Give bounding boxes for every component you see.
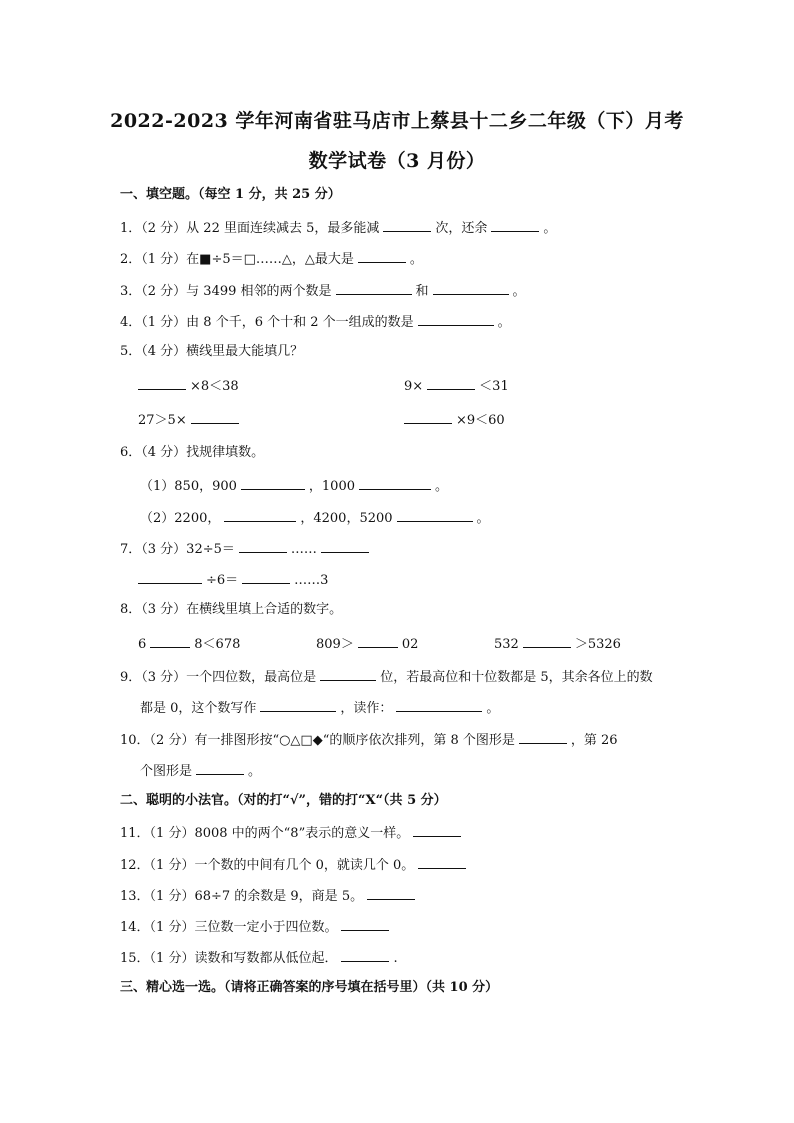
question-15 <box>120 948 398 968</box>
q4-text-b: 。 <box>497 315 511 330</box>
question-5-stem: 5．（4 分）横线里最大能填几？ <box>120 344 304 359</box>
q8-item-1 <box>138 634 240 654</box>
q8-item-3-a: 532 <box>494 637 519 652</box>
question-3 <box>120 281 526 301</box>
q9-blank-2[interactable] <box>260 698 336 712</box>
q9-text-e: 。 <box>486 701 500 716</box>
q7-text-a: 7．（3 分）32÷5＝ <box>120 542 235 557</box>
exam-title-line1: 2022-2023 学年河南省驻马店市上蔡县十二乡二年级（下）月考 <box>110 110 684 132</box>
q7-blank-2[interactable] <box>321 539 369 553</box>
question-10 <box>120 730 618 750</box>
q6-part-2-c: 。 <box>476 511 490 526</box>
q9-blank-3[interactable] <box>396 698 482 712</box>
q1-answer-blank-2[interactable] <box>491 218 539 232</box>
q7-row2-text-a: ÷6＝ <box>206 573 239 588</box>
q8-item-1-b: 8＜678 <box>194 637 241 652</box>
section-true-false-heading: 二、聪明的小法官。（对的打“√”，错的打“X“（共 5 分） <box>120 793 447 808</box>
section-fill-in-heading: 一、填空题。（每空 1 分，共 25 分） <box>120 187 341 202</box>
q3-text-c: 。 <box>512 284 526 299</box>
question-14 <box>120 917 393 937</box>
q1-text-c: 。 <box>543 221 557 236</box>
question-7 <box>120 539 373 559</box>
q6-part-2-b: ，4200，5200 <box>300 511 393 526</box>
q5-blank-1[interactable] <box>138 376 186 390</box>
q8-item-2-b: 02 <box>401 637 419 652</box>
q15-text-b: . <box>393 951 398 966</box>
q11-answer-blank[interactable] <box>413 823 461 837</box>
q6-blank-3[interactable] <box>224 508 296 522</box>
question-13 <box>120 886 419 906</box>
q4-answer-blank[interactable] <box>418 312 494 326</box>
q9-blank-1[interactable] <box>320 667 376 681</box>
q8-item-3 <box>494 634 621 654</box>
q3-text-a: 3．（2 分）与 3499 相邻的两个数是 <box>120 284 332 299</box>
q1-answer-blank-1[interactable] <box>383 218 431 232</box>
q3-answer-blank-1[interactable] <box>336 281 412 295</box>
q5-blank-2[interactable] <box>427 376 475 390</box>
q6-part-2 <box>140 508 490 528</box>
q5-blank-4[interactable] <box>404 410 452 424</box>
q3-text-b: 和 <box>415 284 429 299</box>
q5-item-2 <box>404 376 509 396</box>
q5-item-4-text: ×9＜60 <box>456 413 505 428</box>
q10-text-a: 10．（2 分）有一排图形按“○△□◆“的顺序依次排列，第 8 个图形是 <box>120 733 515 748</box>
q13-text: 13．（1 分）68÷7 的余数是 9，商是 5。 <box>120 889 364 904</box>
q5-item-1 <box>134 376 239 396</box>
q8-blank-2[interactable] <box>358 634 398 648</box>
q6-part-1-c: 。 <box>435 479 449 494</box>
q7-blank-4[interactable] <box>242 570 290 584</box>
q9-text-b: 位，若最高位和十位数都是 5，其余各位上的数 <box>380 670 653 685</box>
q10-blank-2[interactable] <box>196 761 244 775</box>
q6-part-1-a: （1）850，900 <box>140 479 237 494</box>
q3-answer-blank-2[interactable] <box>433 281 509 295</box>
q8-blank-3[interactable] <box>523 634 571 648</box>
q14-answer-blank[interactable] <box>341 917 389 931</box>
q5-item-3 <box>138 410 243 430</box>
q15-text-a: 15．（1 分）读数和写数都从低位起． <box>120 951 338 966</box>
q10-blank-1[interactable] <box>519 730 567 744</box>
question-10-row-2 <box>140 761 261 781</box>
question-11 <box>120 823 465 843</box>
question-12 <box>120 855 470 875</box>
q6-blank-4[interactable] <box>397 508 473 522</box>
q2-text-b: 。 <box>409 252 423 267</box>
q6-blank-2[interactable] <box>359 476 431 490</box>
q6-part-1 <box>140 476 448 496</box>
q6-part-1-b: ，1000 <box>308 479 355 494</box>
q10-text-d: 。 <box>248 764 262 779</box>
q8-item-2-a: 809＞ <box>316 637 354 652</box>
question-6-stem: 6．（4 分）找规律填数。 <box>120 445 265 460</box>
q5-item-2-pre: 9× <box>404 379 424 394</box>
q9-text-a: 9．（3 分）一个四位数，最高位是 <box>120 670 317 685</box>
q7-blank-3[interactable] <box>138 570 202 584</box>
question-7-row-2 <box>134 570 328 590</box>
q11-text: 11．（1 分）8008 中的两个“8”表示的意义一样。 <box>120 826 410 841</box>
q2-text-a: 2．（1 分）在■÷5＝□……△，△最大是 <box>120 252 354 267</box>
q8-item-2 <box>316 634 418 654</box>
q6-part-2-a: （2）2200， <box>140 511 221 526</box>
q5-item-1-text: ×8＜38 <box>190 379 239 394</box>
question-9-row-2 <box>140 698 499 718</box>
q9-text-c: 都是 0，这个数写作 <box>140 701 257 716</box>
question-9 <box>120 667 653 687</box>
question-1 <box>120 218 556 238</box>
q14-text: 14．（1 分）三位数一定小于四位数。 <box>120 920 338 935</box>
question-4 <box>120 312 511 332</box>
q12-text: 12．（1 分）一个数的中间有几个 0，就读几个 0。 <box>120 858 415 873</box>
q13-answer-blank[interactable] <box>367 886 415 900</box>
q8-item-1-a: 6 <box>138 637 147 652</box>
q5-item-2-post: ＜31 <box>479 379 509 394</box>
q12-answer-blank[interactable] <box>418 855 466 869</box>
q7-text-b: …… <box>290 542 317 557</box>
q15-answer-blank[interactable] <box>341 948 389 962</box>
q1-text-b: 次，还余 <box>435 221 488 236</box>
q8-item-3-b: ＞5326 <box>574 637 621 652</box>
q4-text-a: 4．（1 分）由 8 个千，6 个十和 2 个一组成的数是 <box>120 315 414 330</box>
q5-item-3-text: 27＞5× <box>138 413 187 428</box>
section-multiple-choice-heading: 三、精心选一选。（请将正确答案的序号填在括号里）（共 10 分） <box>120 980 499 995</box>
q6-blank-1[interactable] <box>241 476 305 490</box>
q5-blank-3[interactable] <box>191 410 239 424</box>
q2-answer-blank[interactable] <box>358 249 406 263</box>
exam-title-line2: 数学试卷（3 月份） <box>308 150 486 172</box>
question-8-stem: 8．（3 分）在横线里填上合适的数字。 <box>120 602 343 617</box>
question-2 <box>120 249 423 269</box>
q10-text-b: ，第 26 <box>570 733 618 748</box>
q1-text-a: 1．（2 分）从 22 里面连续减去 5，最多能减 <box>120 221 380 236</box>
q10-text-c: 个图形是 <box>140 764 193 779</box>
q8-blank-1[interactable] <box>150 634 190 648</box>
q5-item-4 <box>400 410 505 430</box>
q7-blank-1[interactable] <box>239 539 287 553</box>
q9-text-d: ，读作： <box>340 701 393 716</box>
q7-row2-text-b: ……3 <box>294 573 329 588</box>
